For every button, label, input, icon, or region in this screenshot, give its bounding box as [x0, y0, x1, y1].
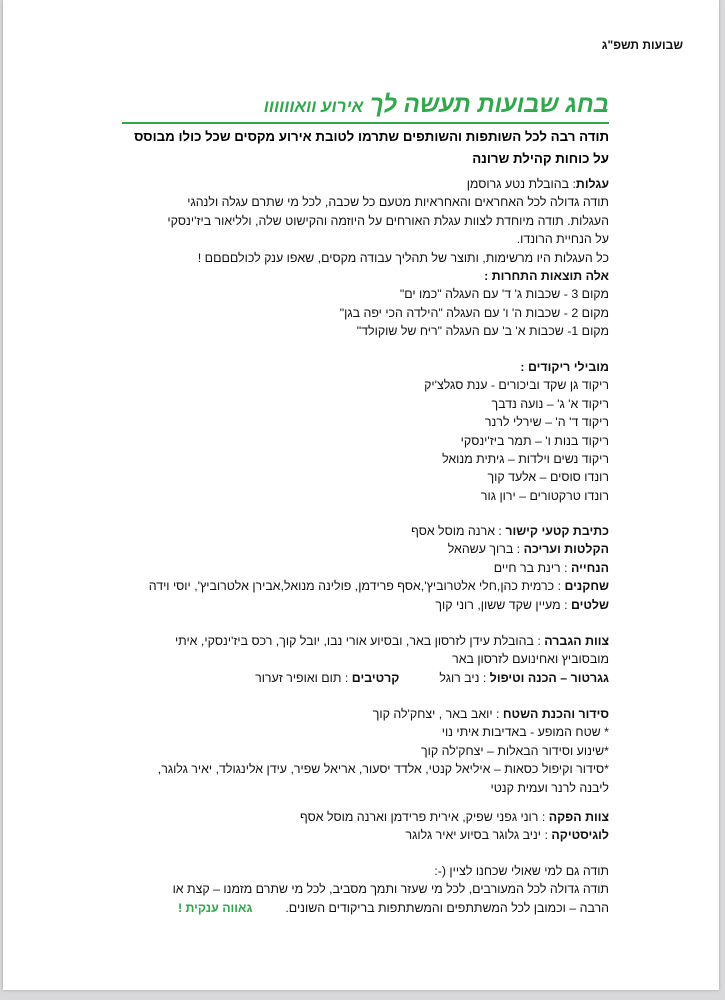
credit-label: שלטים — [570, 597, 609, 612]
closing-line: תודה גדולה לכל המעורבים, לכל מי שעזר ותמך מסביב, לכל מי שתרם מזמנו – קצת או — [172, 882, 609, 897]
dancers-heading: מובילי ריקודים : — [520, 360, 609, 374]
setup-label: סידור והכנת השטח — [502, 707, 609, 721]
wagons-host: : בהובלת נטע גרוסמן — [466, 177, 576, 191]
dancers-section — [131, 358, 609, 505]
credit-label: הנחייה — [571, 560, 609, 575]
dancer-item: ריקוד בנות ו' – תמר ביז'ינסקי — [460, 433, 609, 448]
sound-section — [131, 632, 609, 687]
closing-section — [131, 862, 609, 917]
setup-value: : יואב באר , יצחק'לה קוך — [372, 707, 503, 721]
dancer-item: ריקוד ד' ה' – שירלי לרנר — [484, 415, 609, 430]
wagons-line: כל העגלות היו מרשימות, ותוצר של תהליך עבודה מקסים, שאפו ענק לכולםםםם ! — [197, 250, 609, 265]
logistics-label: לוגיסטיקה — [551, 828, 609, 843]
credit-value: : רינת בר חיים — [493, 560, 571, 575]
popsicles-label: קרטיבים — [351, 670, 400, 685]
results-heading: אלה תוצאות התחרות : — [484, 269, 609, 284]
dancer-item: רונדו סוסים – אלעד קוך — [487, 470, 609, 485]
production-section — [131, 808, 609, 845]
proud-text: גאווה ענקית ! — [177, 900, 253, 915]
setup-line: *שינוע וסידור הבאלות – יצחק'לה קוך — [421, 743, 609, 758]
dancer-item: ריקוד א' ג' – נועה נדבך — [491, 396, 609, 411]
setup-line: ליבנה לרנר ועמית קנטי — [490, 780, 609, 795]
result-item: מקום 2 - שכבות ה' ו' עם העגלה "הילדה הכי יפה בגן" — [339, 305, 609, 320]
sound-line2: מובסוביץ ואחינועם לזרסון באר — [452, 652, 609, 667]
setup-section — [131, 705, 609, 797]
credits-section — [131, 522, 609, 614]
document-page — [3, 0, 719, 990]
setup-line: *סידור וקיפול כסאות – איליאל קנטי, אלדד יסעור, אריאל שפיר, עידן אלינגולד, יאיר גלוגר, — [157, 762, 609, 777]
production-label: צוות הפקה — [548, 810, 609, 824]
dancer-item: ריקוד גן שקד וביכורים - ענת סגלצ'יק — [424, 378, 609, 393]
result-item: מקום 3 - שכבות ג' ד' עם העגלה "כמו ים" — [399, 287, 609, 302]
production-value: : רוני גפני שפיק, אירית פרידמן וארנה מוסל אסף — [300, 810, 549, 824]
credit-label: כתיבת קטעי קישור — [505, 524, 609, 538]
credit-value: : ברוך עשהאל — [447, 542, 524, 557]
wagons-line: על הנחיית הרונדו. — [516, 232, 609, 247]
wagons-line: העגלות. תודה מיוחדת לצוות עגלת האורחים על היוזמה והקישוט שלה, ולליאור ביז'ינסקי — [167, 213, 609, 228]
dancer-item: רונדו טרקטורים – ירון גור — [480, 488, 609, 503]
title-main: בחג שבועות תעשה לך — [369, 91, 609, 118]
catering-row — [131, 669, 609, 687]
title-sub: אירוע וואוווווו — [263, 97, 364, 116]
intro-text: תודה רבה לכל השותפות והשותפים שתרמו לטובת אירוע מקסים שכל כולו מבוסס על כוחות קהילת שרונה — [134, 129, 609, 166]
dancer-item: ריקוד נשים וילדות – גיתית מנואל — [442, 452, 609, 467]
credit-value: : מעיין שקד ששון, רוני קוך — [435, 597, 571, 612]
result-item: מקום 1- שכבות א' ב' עם העגלה "ריח של שוקולד" — [356, 324, 609, 339]
credit-label: שחקנים — [564, 579, 609, 594]
logistics-value: : יניב גלוגר בסיוע יאיר גלוגר — [405, 828, 552, 843]
wagons-section — [131, 175, 609, 341]
catering-label: גגרטור – הכנה וטיפול — [489, 670, 609, 685]
closing-line: הרבה – וכמובן לכל המשתתפים והמשתתפות בריקודים השונים. — [285, 900, 609, 915]
popsicles-value: : תום ואופיר זערור — [255, 670, 352, 685]
document-title — [122, 90, 609, 124]
wagons-heading: עגלות — [575, 177, 609, 191]
credit-value: : כרמית כהן,חלי אלטרוביץ',אסף פרידמן, פולינה מנואל,אבירן אלטרוביץ', יוסי וידה — [148, 579, 565, 594]
credit-label: הקלטות ועריכה — [523, 542, 609, 557]
setup-line: * שטח המופע - באדיבות איתי נוי — [441, 725, 609, 740]
closing-line: תודה גם למי שאולי שכחנו לציין (-: — [434, 864, 609, 878]
credit-value: : ארנה מוסל אסף — [411, 524, 506, 538]
catering-value: : ניב רוגל — [439, 670, 490, 685]
sound-label: צוות הגברה — [544, 634, 609, 648]
wagons-line: תודה גדולה לכל האחראים והאחראיות מטעם כל שכבה, לכל מי שתרם עגלה ולנהגי — [187, 195, 609, 210]
page-header: שבועות תשפ"ג — [601, 38, 683, 52]
sound-value: : בהובלת עידן לזרסון באר, ובסיוע אורי נבו, יובל קוך, רכס ביז'ינסקי, איתי — [174, 634, 545, 648]
